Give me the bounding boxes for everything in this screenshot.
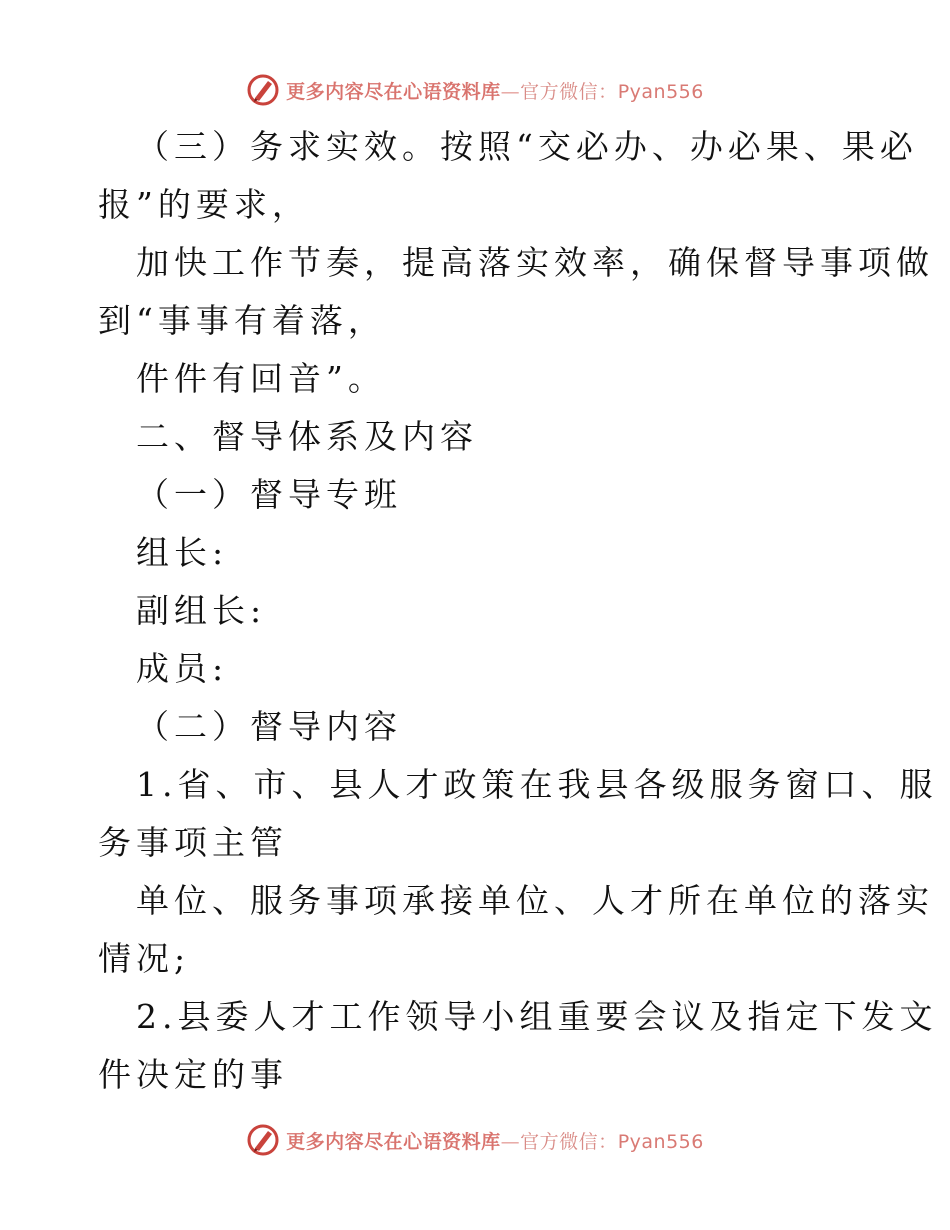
paragraph-line: 加快工作节奏，提高落实效率，确保督导事项做 xyxy=(136,243,934,282)
watermark-text: 更多内容尽在心语资料库—官方微信：Pyan556 xyxy=(286,1130,704,1153)
list-item-line: 单位、服务事项承接单位、人才所在单位的落实 xyxy=(136,881,934,920)
pen-circle-logo-icon xyxy=(246,73,280,107)
list-item-line: 件决定的事 xyxy=(98,1055,288,1094)
field-label-deputy-leader: 副组长: xyxy=(136,591,267,630)
header-watermark xyxy=(0,70,950,110)
field-label-members: 成员: xyxy=(136,649,229,688)
watermark-text: 更多内容尽在心语资料库—官方微信：Pyan556 xyxy=(286,80,704,103)
paragraph-line: 到“事事有着落， xyxy=(98,301,386,340)
list-item-line: 务事项主管 xyxy=(98,823,288,862)
list-item-line: 情况; xyxy=(98,939,191,978)
paragraph-line: 报”的要求， xyxy=(98,185,310,224)
footer-watermark xyxy=(0,1120,950,1160)
list-item-line: 2.县委人才工作领导小组重要会议及指定下发文 xyxy=(136,997,938,1036)
paragraph-line: 件件有回音”。 xyxy=(136,359,386,398)
list-item-line: 1.省、市、县人才政策在我县各级服务窗口、服 xyxy=(136,765,938,804)
section-heading: 二、督导体系及内容 xyxy=(136,417,478,456)
pen-circle-logo-icon xyxy=(246,1123,280,1157)
subsection-heading: （一）督导专班 xyxy=(136,475,402,514)
subsection-heading: （二）督导内容 xyxy=(136,707,402,746)
field-label-leader: 组长: xyxy=(136,533,229,572)
paragraph-line: （三）务求实效。按照“交必办、办必果、果必 xyxy=(136,127,918,166)
document-body xyxy=(98,118,938,1104)
